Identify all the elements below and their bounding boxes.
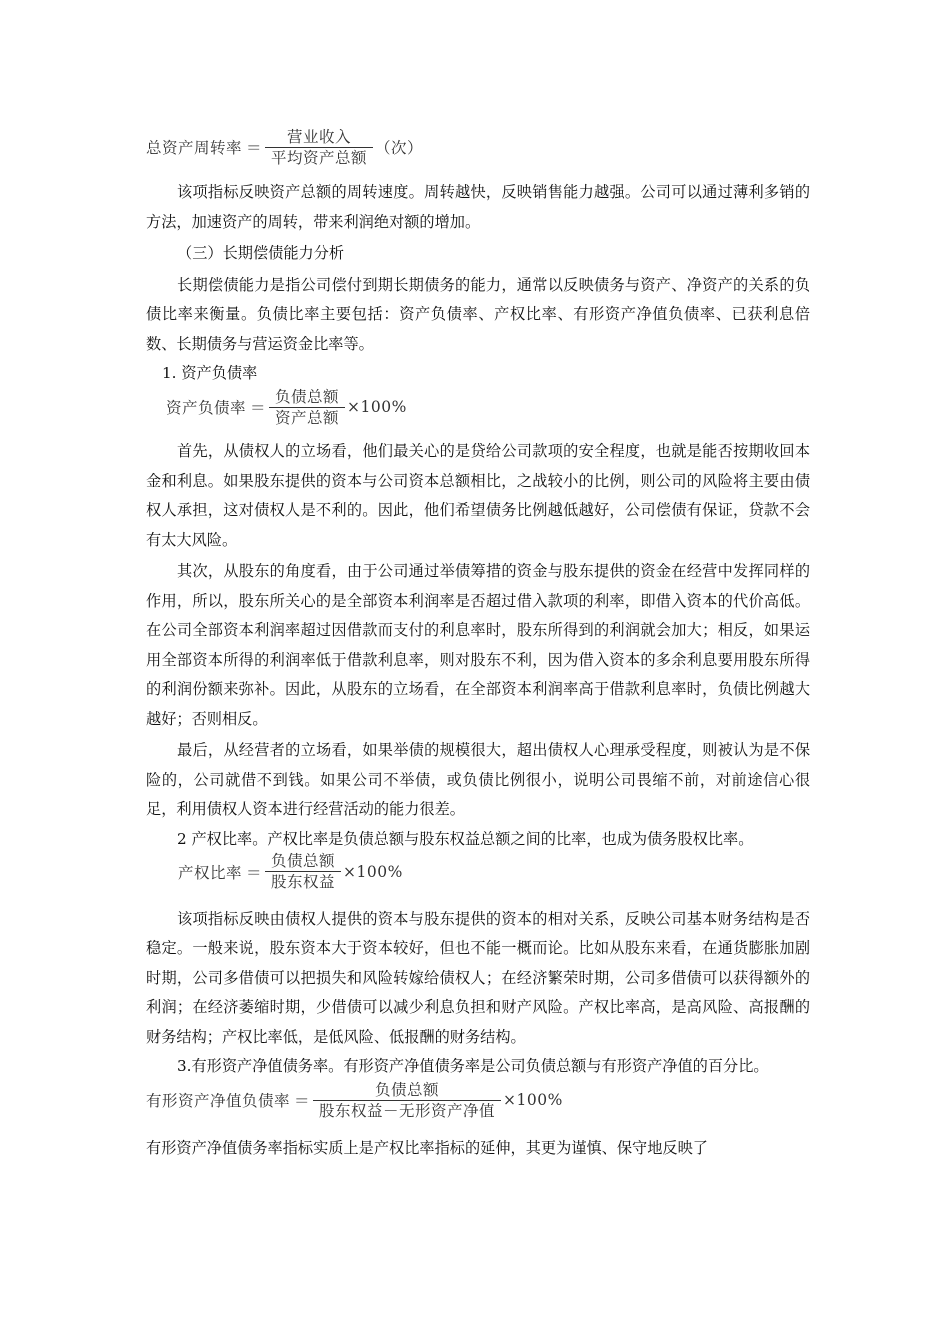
formula-suffix: （次） [375, 139, 424, 157]
item-debt-ratio: 1. 资产负债率 [162, 364, 258, 382]
formula-suffix: ×100% [503, 1091, 563, 1109]
formula-fraction [265, 852, 341, 891]
formula-suffix: ×100% [343, 862, 403, 881]
formula-equals: ＝ [250, 399, 267, 417]
formula-numerator: 负债总额 [275, 387, 340, 406]
formula-denominator: 资产总额 [269, 407, 345, 427]
item-equity-ratio: 2 产权比率。产权比率是负债总额与股东权益总额之间的比率，也成为债务股权比率。 [177, 829, 754, 848]
formula-tangible-ratio [146, 1078, 810, 1122]
formula-equals: ＝ [294, 1092, 311, 1110]
formula-label: 资产负债率 [166, 399, 247, 417]
formula-asset-turnover [146, 126, 810, 168]
formula-label: 有形资产净值负债率 [146, 1092, 291, 1110]
formula-fraction [265, 128, 373, 167]
formula-numerator: 负债总额 [271, 852, 336, 870]
formula-label: 产权比率 [178, 863, 243, 882]
formula-debt-ratio [166, 385, 810, 429]
formula-numerator: 负债总额 [375, 1080, 440, 1099]
section-heading-long-term: （三）长期偿债能力分析 [177, 244, 345, 262]
paragraph-last-manager: 最后，从经营者的立场看，如果举债的规模很大，超出债权人心理承受程度，则被认为是不保险的，公司就借不到钱。如果公司不举债，或负债比例很小，说明公司畏缩不前，对前途信心很足，利用债权人资本进行经营活动的能力很差。 [146, 741, 810, 818]
item-tangible-ratio: 3.有形资产净值债务率。有形资产净值债务率是公司负债总额与有形资产净值的百分比。 [177, 1057, 769, 1075]
paragraph-equity-ratio: 该项指标反映由债权人提供的资本与股东提供的资本的相对关系，反映公司基本财务结构是否稳定。一般来说，股东资本大于资本较好，但也不能一概而论。比如从股东来看，在通货膨胀加剧时期，公司多借债可以把损失和风险转嫁给债权人；在经济繁荣时期，公司多借债可以获得额外的利润；在经济萎缩时期，少借债可以减少利息负担和财产风险。产权比率高，是高风险、高报酬的财务结构；产权比率低，是低风险、低报酬的财务结构。 [146, 909, 810, 1046]
formula-label: 总资产周转率 [146, 139, 243, 157]
paragraph-turnover: 该项指标反映资产总额的周转速度。周转越快，反映销售能力越强。公司可以通过薄利多销的方法，加速资产的周转，带来利润绝对额的增加。 [146, 183, 810, 231]
paragraph-tangible-ratio: 有形资产净值债务率指标实质上是产权比率指标的延伸，其更为谨慎、保守地反映了 [146, 1139, 708, 1157]
formula-denominator: 股东权益－无形资产净值 [313, 1100, 501, 1120]
formula-equals: ＝ [246, 863, 263, 882]
formula-denominator: 股东权益 [265, 871, 341, 891]
formula-fraction [269, 388, 345, 427]
formula-equals: ＝ [246, 139, 263, 157]
formula-denominator: 平均资产总额 [265, 147, 373, 167]
formula-fraction [313, 1081, 501, 1120]
formula-equity-ratio [178, 851, 810, 893]
document-body [146, 126, 810, 1164]
paragraph-first-creditor: 首先，从债权人的立场看，他们最关心的是贷给公司款项的安全程度，也就是能否按期收回本金和利息。如果股东提供的资本与公司资本总额相比，之战较小的比例，则公司的风险将主要由债权人承担，这对债权人是不利的。因此，他们希望债务比例越低越好，公司偿债有保证，贷款不会有太大风险。 [146, 442, 810, 549]
formula-numerator: 营业收入 [287, 127, 352, 146]
formula-suffix: ×100% [347, 398, 407, 416]
paragraph-second-shareholder: 其次，从股东的角度看，由于公司通过举债筹措的资金与股东提供的资金在经营中发挥同样的作用，所以，股东所关心的是全部资本利润率是否超过借入款项的利率，即借入资本的代价高低。在公司全部资本利润率超过因借款而支付的利息率时，股东所得到的利润就会加大；相反，如果运用全部资本所得的利润率低于借款利息率，则对股东不利，因为借入资本的多余利息要用股东所得的利润份额来弥补。因此，从股东的立场看，在全部资本利润率高于借款利息率时，负债比例越大越好；否则相反。 [146, 562, 810, 728]
paragraph-long-term: 长期偿债能力是指公司偿付到期长期债务的能力，通常以反映债务与资产、净资产的关系的负债比率来衡量。负债比率主要包括：资产负债率、产权比率、有形资产净值负债率、已获利息倍数、长期债务与营运资金比率等。 [146, 275, 810, 353]
